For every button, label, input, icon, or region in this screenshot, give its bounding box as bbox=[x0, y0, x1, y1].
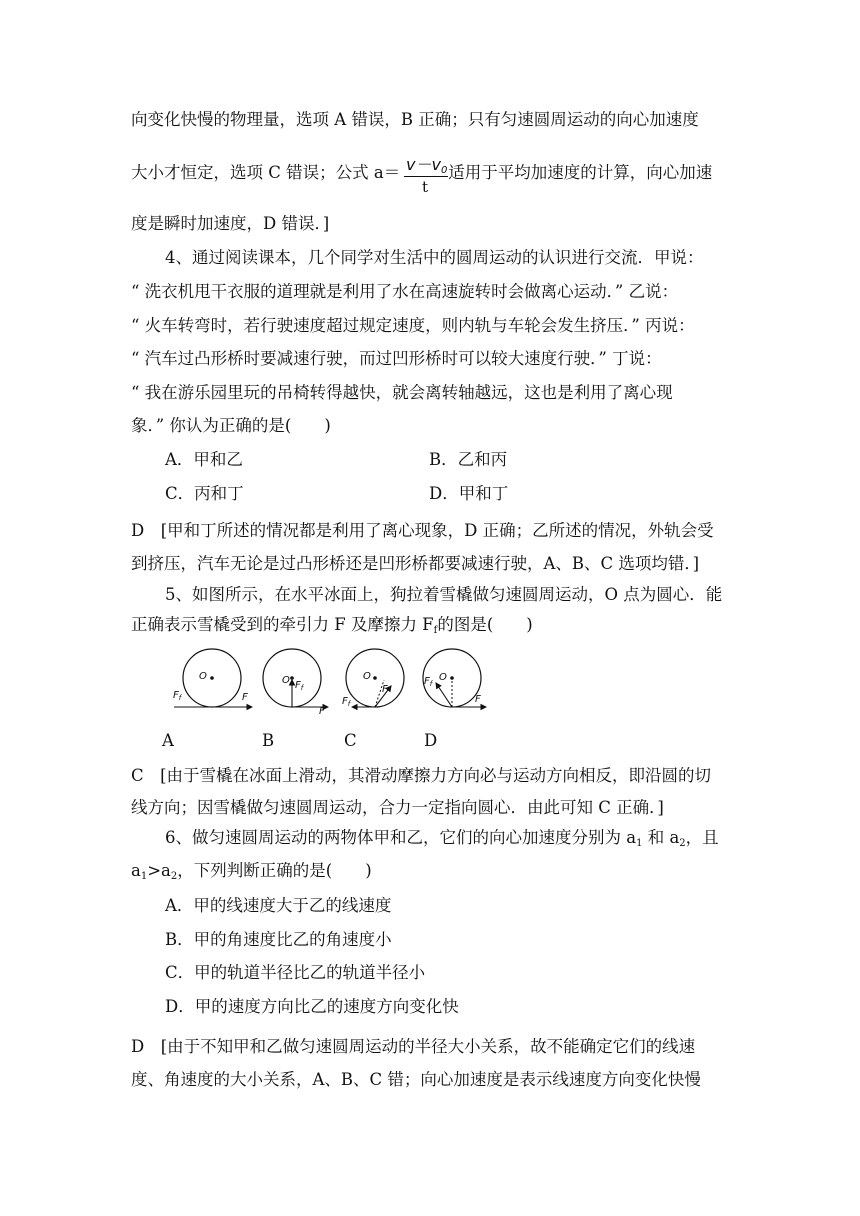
figure-label-d: D bbox=[424, 731, 438, 750]
force-label: F bbox=[475, 694, 481, 705]
figure-label-b: B bbox=[262, 731, 275, 750]
answer-line: D [甲和丁所述的情况都是利用了离心现象，D 正确；乙所述的情况，外轨会受 bbox=[131, 521, 714, 540]
force-label: F bbox=[242, 692, 248, 703]
answer-line: C [由于雪橇在冰面上滑动，其滑动摩擦力方向必与运动方向相反，即沿圆的切 bbox=[131, 766, 712, 785]
question-6-stem: $a_1>a_2$，下列判断正确的是( ) bbox=[131, 861, 372, 882]
answer-line: 线方向；因雪橇做匀速圆周运动，合力一定指向圆心．由此可知 C 正确．] bbox=[131, 798, 664, 817]
force-diagram-figure bbox=[170, 646, 500, 716]
center-label: O bbox=[199, 671, 207, 682]
diagram-d bbox=[423, 649, 486, 707]
formula-numerator: $v-v_0$ bbox=[406, 155, 448, 176]
figure-label-a: A bbox=[162, 731, 174, 750]
option-c: C．甲的轨道半径比乙的轨道半径小 bbox=[165, 963, 426, 982]
question-4-stem: 4、通过阅读课本，几个同学对生活中的圆周运动的认识进行交流．甲说： bbox=[165, 248, 704, 267]
option-d: D．甲和丁 bbox=[429, 484, 509, 503]
center-label: O bbox=[282, 675, 290, 686]
force-label: F bbox=[382, 684, 388, 695]
formula-denominator: t bbox=[422, 178, 429, 196]
option-a: A．甲和乙 bbox=[165, 450, 243, 469]
question-4-stem: “ 火车转弯时，若行驶速度超过规定速度，则内轨与车轮会发生挤压．” 丙说： bbox=[131, 316, 695, 335]
friction-label: $F_f$ bbox=[295, 680, 304, 692]
velocity-formula bbox=[404, 152, 448, 198]
option-c: C．丙和丁 bbox=[165, 484, 244, 503]
option-b: B．乙和丙 bbox=[429, 450, 508, 469]
option-a: A．甲的线速度大于乙的线速度 bbox=[165, 896, 392, 915]
text-segment: 适用于平均加速度的计算，向心加速 bbox=[448, 163, 713, 182]
friction-label: $F_f$ bbox=[424, 676, 433, 688]
figure-label-c: C bbox=[344, 731, 357, 750]
answer-line: 到挤压，汽车无论是过凸形桥还是凹形桥都要减速行驶，A、B、C 选项均错．] bbox=[131, 554, 700, 573]
answer-line: D [由于不知甲和乙做匀速圆周运动的半径大小关系，故不能确定它们的线速 bbox=[131, 1037, 696, 1056]
question-5-stem: 正确表示雪橇受到的牵引力 F 及摩擦力 $F_f$的图是( ) bbox=[131, 615, 533, 636]
question-5-stem: 5、如图所示，在水平冰面上，狗拉着雪橇做匀速圆周运动，O 点为圆心．能 bbox=[165, 585, 723, 604]
option-b: B．甲的角速度比乙的角速度小 bbox=[165, 930, 392, 949]
question-6-stem: 6、做匀速圆周运动的两物体甲和乙，它们的向心加速度分别为 $a_1$ 和 $a_2$，且 bbox=[165, 828, 719, 849]
answer-line: 度、角速度的大小关系，A、B、C 错；向心加速度是表示线速度方向变化快慢 bbox=[131, 1070, 701, 1089]
diagram-a bbox=[173, 649, 252, 707]
text-line: 度是瞬时加速度，D 错误．] bbox=[131, 214, 330, 233]
question-4-stem: 象．” 你认为正确的是( ) bbox=[131, 416, 331, 435]
center-label: O bbox=[363, 671, 371, 682]
question-4-stem: “ 汽车过凸形桥时要减速行驶，而过凹形桥时可以较大速度行驶．” 丁说： bbox=[131, 349, 662, 368]
diagram-b bbox=[263, 649, 328, 716]
question-4-stem: “ 我在游乐园里玩的吊椅转得越快，就会离转轴越远，这也是利用了离心现 bbox=[131, 383, 673, 402]
fraction-bar bbox=[404, 176, 448, 177]
center-label: O bbox=[439, 672, 447, 683]
option-d: D．甲的速度方向比乙的速度方向变化快 bbox=[165, 997, 459, 1016]
diagram-c bbox=[342, 649, 404, 708]
text-segment: 大小才恒定，选项 C 错误；公式 a＝ bbox=[131, 163, 401, 182]
question-4-stem: “ 洗衣机甩干衣服的道理就是利用了水在高速旋转时会做离心运动．” 乙说： bbox=[131, 282, 679, 301]
friction-label: $F_f$ bbox=[173, 690, 182, 702]
force-label: F bbox=[319, 706, 325, 716]
friction-label: $F_f$ bbox=[342, 696, 351, 708]
text-line: 向变化快慢的物理量，选项 A 错误，B 正确；只有匀速圆周运动的向心加速度 bbox=[131, 110, 699, 129]
